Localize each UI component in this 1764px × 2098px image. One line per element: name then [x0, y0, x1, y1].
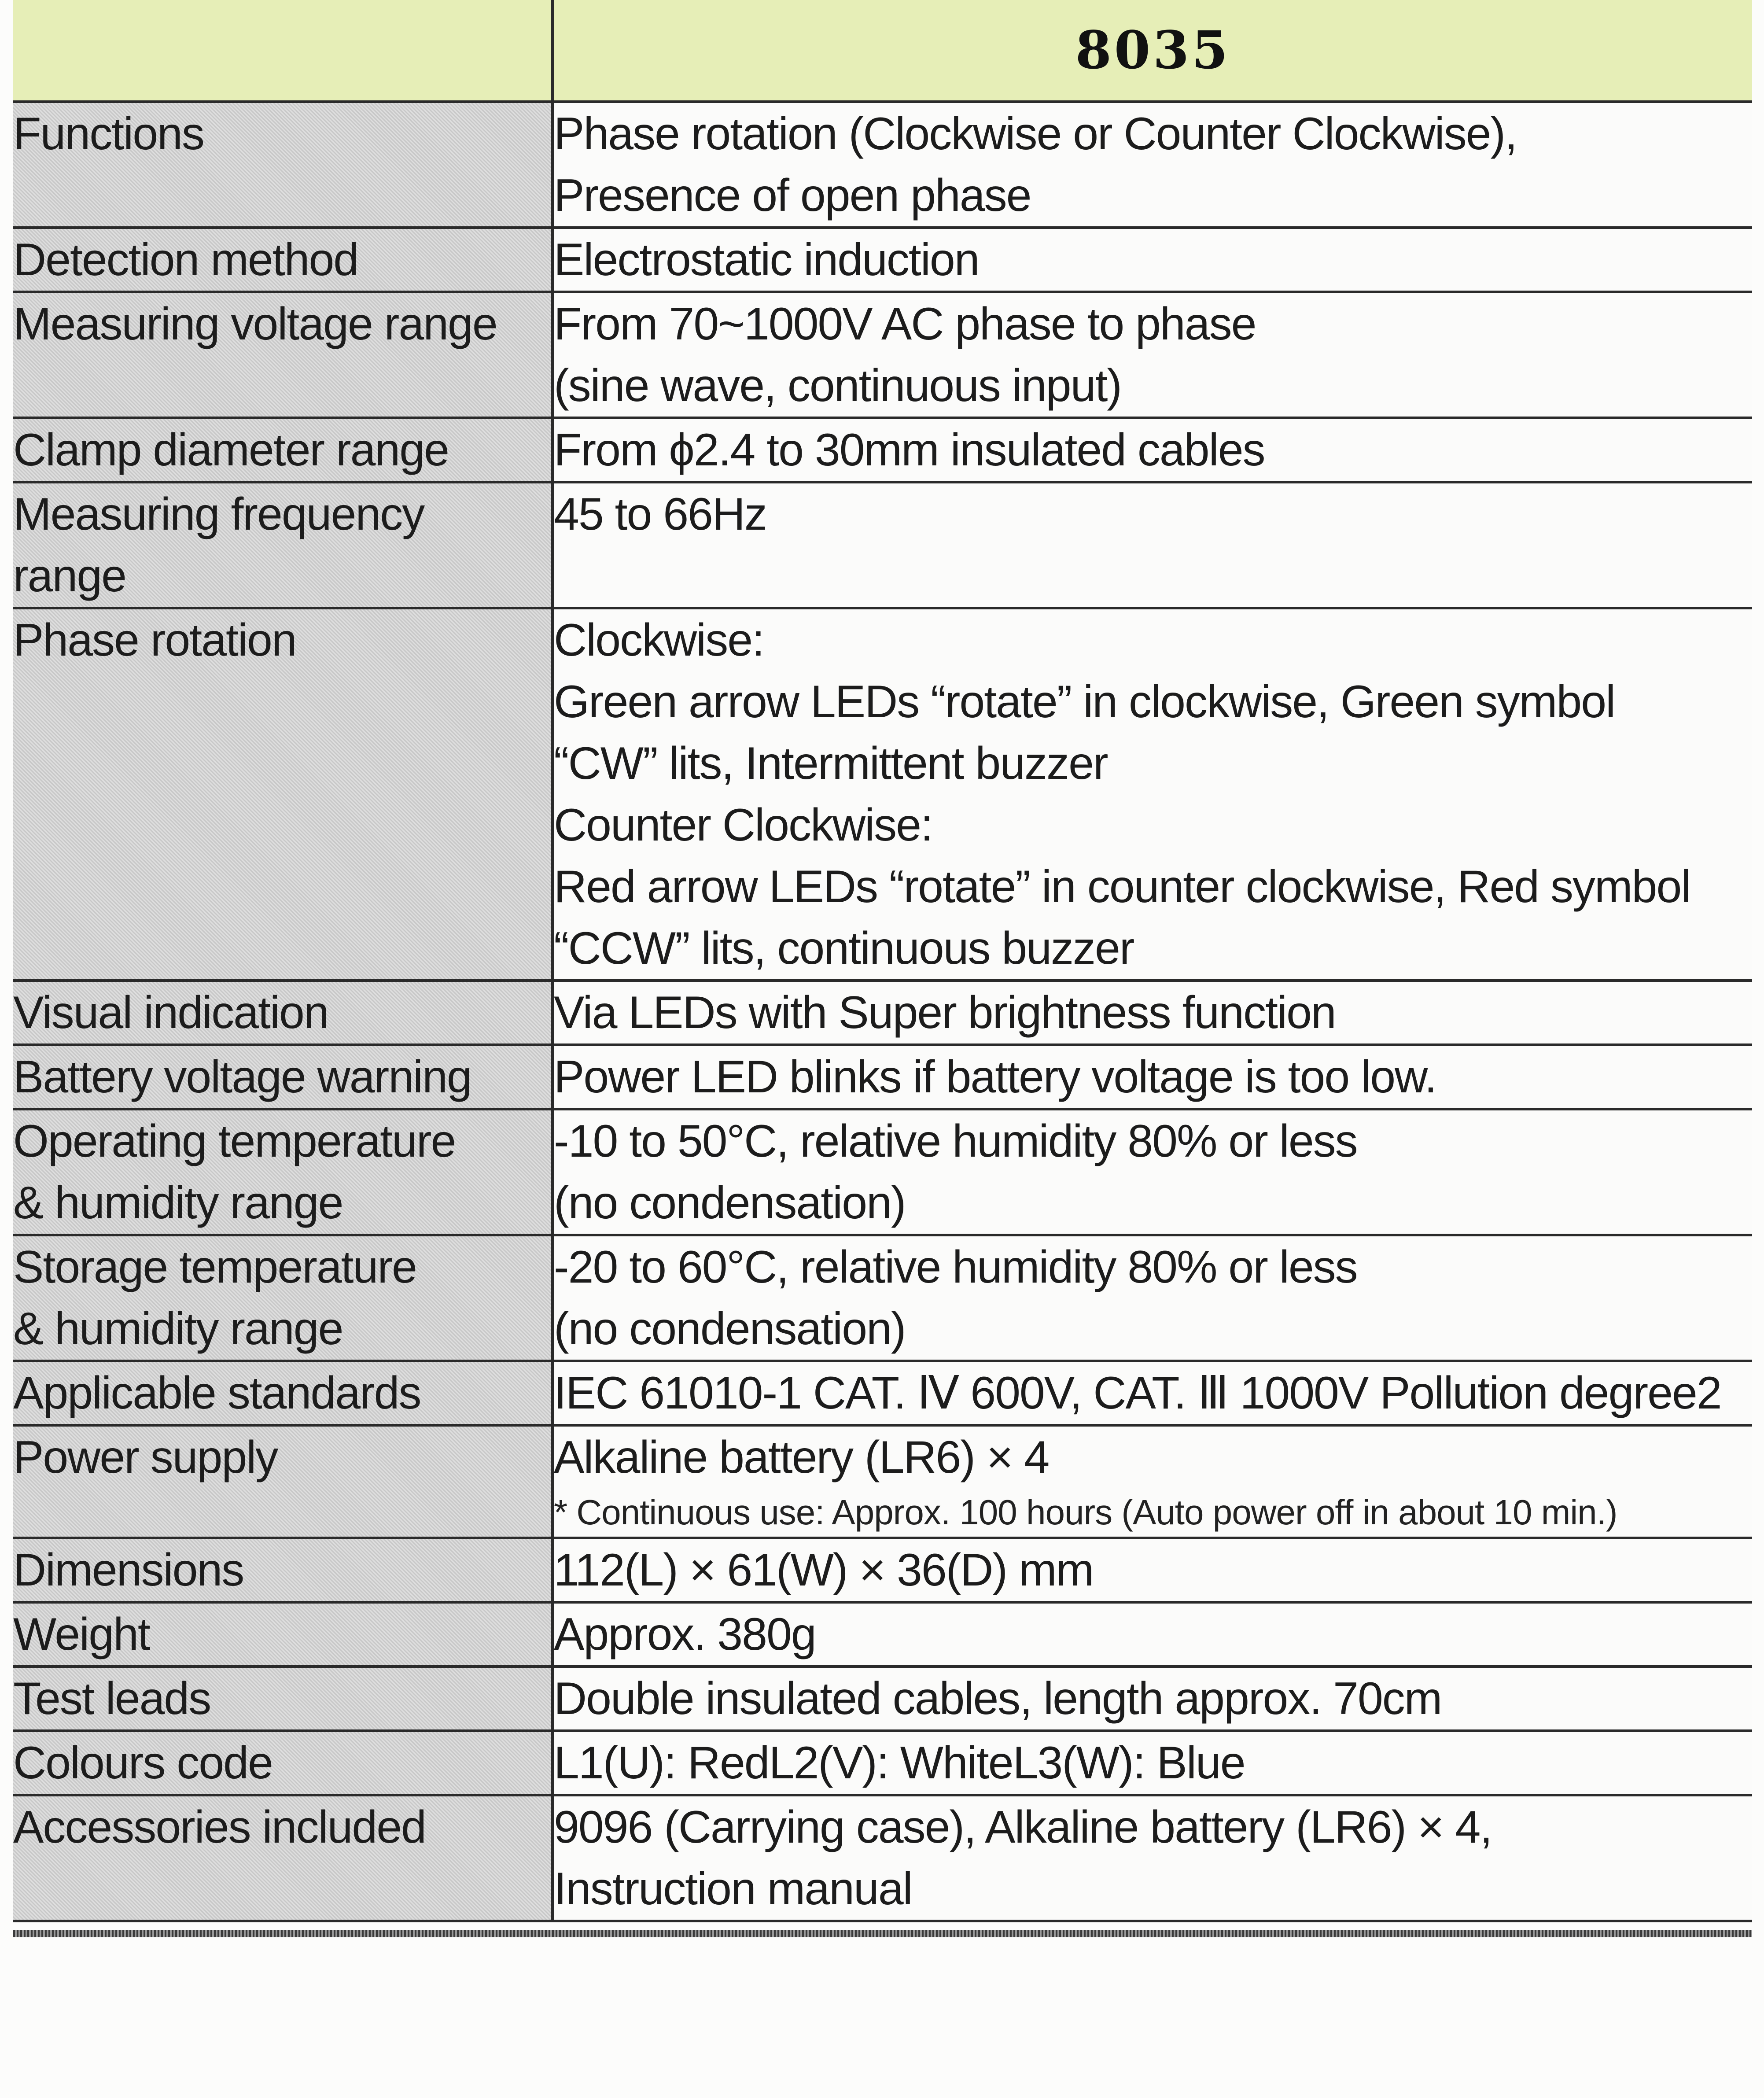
spec-value: 112(L) × 61(W) × 36(D) mm [554, 1545, 1094, 1596]
spec-table [13, 0, 1752, 1922]
spec-value-cell [552, 482, 1752, 608]
spec-label: Measuring frequency [13, 489, 424, 540]
spec-value-cell [552, 418, 1752, 482]
spec-value: From ϕ2.4 to 30mm insulated cables [554, 424, 1265, 476]
spec-value-cell [552, 1602, 1752, 1667]
spec-label: Weight [13, 1609, 150, 1660]
spec-value-cell [552, 1425, 1752, 1538]
spec-row [13, 1425, 1752, 1538]
spec-label: Functions [13, 108, 204, 159]
spec-value: Counter Clockwise: [554, 800, 932, 851]
spec-label-cell [13, 1361, 552, 1425]
spec-value-cell [552, 1795, 1752, 1921]
spec-value: 9096 (Carrying case), Alkaline battery (LR6) × 4, [554, 1802, 1492, 1853]
spec-value: -20 to 60°C, relative humidity 80% or less [554, 1242, 1357, 1293]
spec-value: Phase rotation (Clockwise or Counter Clockwise), [554, 108, 1517, 159]
spec-label-cell [13, 1538, 552, 1602]
spec-row [13, 1235, 1752, 1361]
spec-row [13, 1361, 1752, 1425]
spec-value: Clockwise: [554, 615, 764, 666]
spec-value: Double insulated cables, length approx. 70cm [554, 1673, 1442, 1724]
spec-row [13, 981, 1752, 1045]
spec-row [13, 1538, 1752, 1602]
spec-label: range [13, 550, 126, 601]
spec-value: From 70~1000V AC phase to phase [554, 299, 1256, 350]
spec-footnote: * Continuous use: Approx. 100 hours (Auto power off in about 10 min.) [554, 1493, 1617, 1532]
spec-value: Alkaline battery (LR6) × 4 [554, 1432, 1049, 1483]
spec-label-cell [13, 1795, 552, 1921]
spec-row [13, 228, 1752, 292]
spec-value: Red arrow LEDs “rotate” in counter clockwise, Red symbol [554, 861, 1690, 912]
spec-label: Clamp diameter range [13, 424, 449, 476]
bottom-rule [13, 1930, 1752, 1937]
spec-label: Measuring voltage range [13, 299, 497, 350]
spec-value: (sine wave, continuous input) [554, 360, 1121, 411]
spec-value-cell [552, 608, 1752, 981]
spec-row [13, 102, 1752, 228]
spec-row [13, 418, 1752, 482]
spec-label: Visual indication [13, 987, 328, 1038]
spec-label: Phase rotation [13, 615, 296, 666]
spec-value-cell [552, 1045, 1752, 1109]
spec-label: Detection method [13, 234, 358, 285]
spec-row [13, 1045, 1752, 1109]
spec-label: Test leads [13, 1673, 211, 1724]
spec-value-cell [552, 1109, 1752, 1235]
spec-label-cell [13, 1235, 552, 1361]
spec-value: “CW” lits, Intermittent buzzer [554, 738, 1108, 789]
header-model-cell [552, 0, 1752, 102]
spec-value: IEC 61010-1 CAT. Ⅳ 600V, CAT. Ⅲ 1000V Pollution degree2 [554, 1368, 1721, 1419]
spec-label: Dimensions [13, 1545, 244, 1596]
spec-row [13, 1731, 1752, 1795]
spec-label: Accessories included [13, 1802, 426, 1853]
spec-row [13, 482, 1752, 608]
spec-label: & humidity range [13, 1177, 343, 1228]
spec-value-cell [552, 292, 1752, 418]
spec-value-cell [552, 1235, 1752, 1361]
spec-label-cell [13, 228, 552, 292]
spec-label-cell [13, 1109, 552, 1235]
spec-value: “CCW” lits, continuous buzzer [554, 923, 1134, 974]
spec-row [13, 292, 1752, 418]
spec-label: Colours code [13, 1737, 273, 1788]
spec-label: Power supply [13, 1432, 278, 1483]
spec-label-cell [13, 1602, 552, 1667]
spec-label-cell [13, 981, 552, 1045]
spec-row [13, 1795, 1752, 1921]
spec-row [13, 1602, 1752, 1667]
spec-label-cell [13, 608, 552, 981]
header-corner-cell [13, 0, 552, 102]
spec-row [13, 1667, 1752, 1731]
spec-label: & humidity range [13, 1303, 343, 1354]
spec-value-cell [552, 1361, 1752, 1425]
spec-label-cell [13, 102, 552, 228]
spec-label-cell [13, 1667, 552, 1731]
spec-label-cell [13, 1731, 552, 1795]
spec-value-cell [552, 102, 1752, 228]
spec-value: Presence of open phase [554, 170, 1031, 221]
spec-label-cell [13, 1425, 552, 1538]
spec-value-cell [552, 1667, 1752, 1731]
spec-value: Approx. 380g [554, 1609, 816, 1660]
spec-value: (no condensation) [554, 1177, 906, 1228]
spec-label: Storage temperature [13, 1242, 416, 1293]
spec-value: Via LEDs with Super brightness function [554, 987, 1336, 1038]
spec-label-cell [13, 482, 552, 608]
spec-value: -10 to 50°C, relative humidity 80% or less [554, 1116, 1357, 1167]
spec-label-cell [13, 1045, 552, 1109]
header-row [13, 0, 1752, 102]
spec-label: Operating temperature [13, 1116, 456, 1167]
spec-value: (no condensation) [554, 1303, 906, 1354]
spec-value: Electrostatic induction [554, 234, 979, 285]
spec-value-cell [552, 1538, 1752, 1602]
spec-value-cell [552, 1731, 1752, 1795]
spec-value: Instruction manual [554, 1863, 912, 1914]
spec-value: Power LED blinks if battery voltage is too low. [554, 1051, 1436, 1102]
spec-value-cell [552, 228, 1752, 292]
spec-label: Battery voltage warning [13, 1051, 471, 1102]
spec-row [13, 608, 1752, 981]
spec-row [13, 1109, 1752, 1235]
spec-value-cell [552, 981, 1752, 1045]
model-number: 8035 [1075, 19, 1231, 81]
spec-label-cell [13, 418, 552, 482]
spec-value: Green arrow LEDs “rotate” in clockwise, Green symbol [554, 676, 1615, 727]
spec-label: Applicable standards [13, 1368, 421, 1419]
spec-value: L1(U): RedL2(V): WhiteL3(W): Blue [554, 1737, 1245, 1788]
spec-label-cell [13, 292, 552, 418]
spec-value: 45 to 66Hz [554, 489, 766, 540]
